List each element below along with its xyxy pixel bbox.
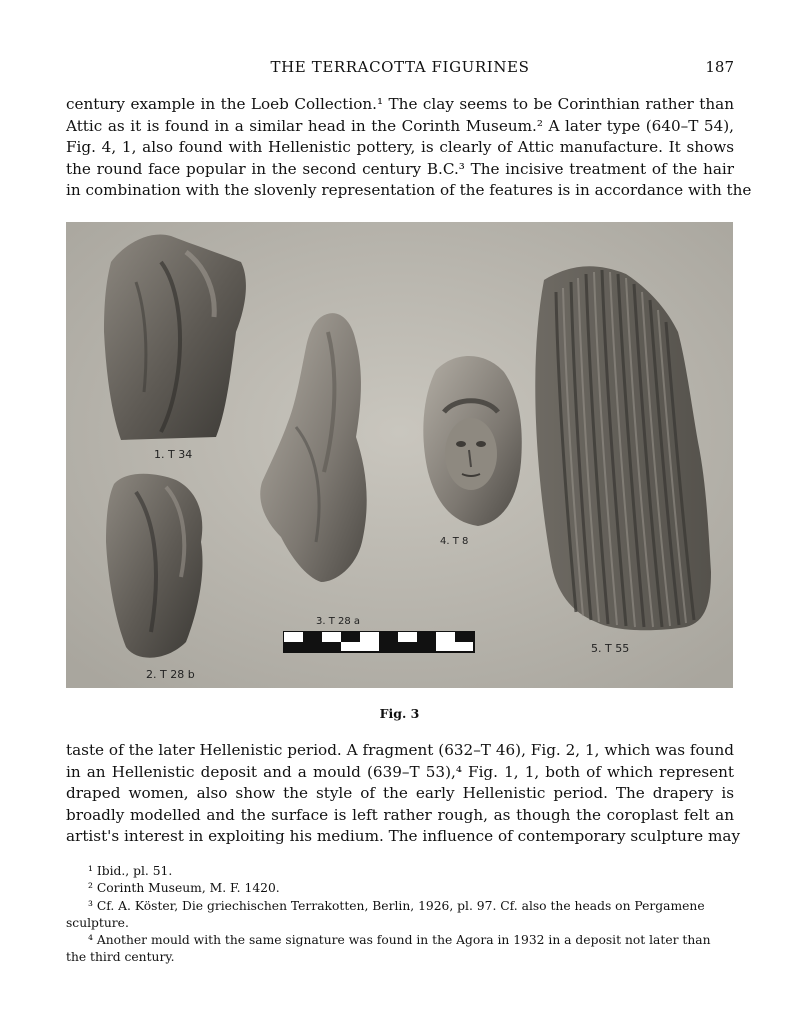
text-line: Fig. 4, 1, also found with Hellenistic pottery, is clearly of Attic manufacture. It shows — [66, 138, 734, 156]
text-line: broadly modelled and the surface is left rather rough, as though the coroplast felt an — [66, 805, 734, 824]
terracotta-fragments-photo — [66, 222, 733, 688]
text-line: draped women, also show the style of the early Hellenistic period. The drapery is — [66, 784, 734, 802]
running-title: THE TERRACOTTA FIGURINES — [270, 58, 530, 76]
label-2: 2. T 28 b — [146, 668, 195, 681]
footnote-3: ³ Cf. A. Köster, Die griechischen Terrakotten, Berlin, 1926, pl. 97. Cf. also the heads on Pergamene — [88, 898, 705, 913]
footnote-1: ¹ Ibid., pl. 51. — [88, 864, 173, 878]
text-line: the round face popular in the second century B.C.³ The incisive treatment of the hair — [66, 159, 734, 178]
figure-photograph — [66, 222, 733, 688]
body-paragraph-top — [66, 94, 752, 202]
label-1: 1. T 34 — [154, 448, 193, 461]
scale-bar — [284, 632, 474, 652]
label-5: 5. T 55 — [591, 642, 630, 655]
text-line: century example in the Loeb Collection.¹ The clay seems to be Corinthian rather than — [66, 95, 734, 113]
fragment-2 — [106, 474, 203, 658]
footnote-4: ⁴ Another mould with the same signature was found in the Agora in 1932 in a deposit not later than — [88, 933, 711, 948]
text-line: in combination with the slovenly representation of the features is in accordance with the — [66, 181, 752, 199]
text-line: taste of the later Hellenistic period. A fragment (632–T 46), Fig. 2, 1, which was found — [66, 741, 734, 759]
figure-caption: Fig. 3 — [379, 706, 420, 721]
label-3: 3. T 28 a — [316, 616, 361, 627]
running-header — [66, 58, 734, 80]
body-paragraph-bottom — [66, 740, 741, 848]
text-line: Attic as it is found in a similar head in the Corinth Museum.² A later type (640–T 54), — [66, 116, 734, 135]
text-line: artist's interest in exploiting his medium. The influence of contemporary sculpture may — [66, 827, 741, 845]
page-number: 187 — [705, 58, 734, 76]
footnote-3-continued: sculpture. — [66, 915, 129, 930]
text-line: in an Hellenistic deposit and a mould (639–T 53),⁴ Fig. 1, 1, both of which represent — [66, 762, 734, 781]
footnotes — [66, 863, 734, 967]
footnote-2: ² Corinth Museum, M. F. 1420. — [88, 881, 280, 896]
label-4: 4. T 8 — [440, 536, 469, 547]
footnote-4-continued: the third century. — [66, 950, 175, 965]
